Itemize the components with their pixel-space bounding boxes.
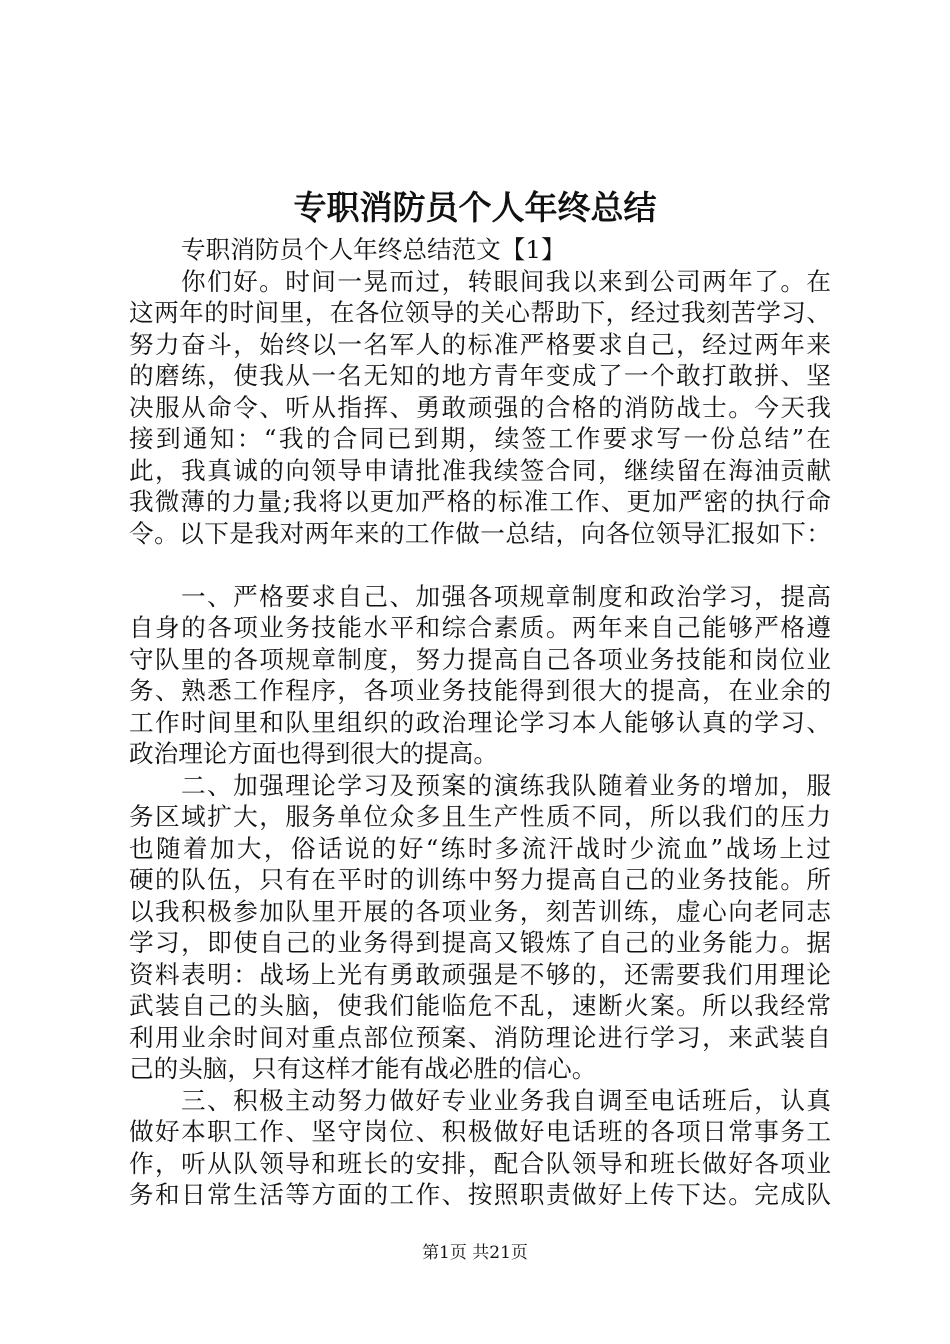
text-line: 我微薄的力量;我将以更加严格的标准工作、更加严密的执行命 xyxy=(129,487,831,516)
text-line: 政治理论方面也得到很大的提高。 xyxy=(129,739,498,768)
text-line: 决服从命令、听从指挥、勇敢顽强的合格的消防战士。今天我 xyxy=(129,392,831,422)
paragraph xyxy=(129,266,831,550)
paragraph xyxy=(129,581,831,770)
text-line: 做好本职工作、坚守岗位、积极做好电话班的各项日常事务工 xyxy=(129,1117,831,1146)
text-line: 武装自己的头脑，使我们能临危不乱，速断火案。所以我经常 xyxy=(129,991,831,1020)
text-line: 务、熟悉工作程序，各项业务技能得到很大的提高，在业余的 xyxy=(129,676,831,705)
text-line: 此，我真诚的向领导申请批准我续签合同，继续留在海油贡献 xyxy=(129,455,831,485)
text-line: 接到通知：“我的合同已到期，续签工作要求写一份总结”在 xyxy=(129,424,831,453)
text-line: 学习，即使自己的业务得到提高又锻炼了自己的业务能力。据 xyxy=(129,928,831,957)
text-line: 二、加强理论学习及预案的演练我队随着业务的增加，服 xyxy=(181,770,831,800)
text-line: 资料表明：战场上光有勇敢顽强是不够的，还需要我们用理论 xyxy=(129,959,831,989)
text-line: 务和日常生活等方面的工作、按照职责做好上传下达。完成队 xyxy=(129,1180,831,1209)
text-line: 三、积极主动努力做好专业业务我自调至电话班后，认真 xyxy=(181,1085,831,1115)
text-line: 利用业余时间对重点部位预案、消防理论进行学习，来武装自 xyxy=(129,1022,831,1052)
text-line: 的磨练，使我从一名无知的地方青年变成了一个敢打敢拼、坚 xyxy=(129,361,831,390)
text-line: 己的头脑，只有这样才能有战必胜的信心。 xyxy=(129,1054,597,1083)
paragraph xyxy=(129,770,831,1085)
text-line: 这两年的时间里，在各位领导的关心帮助下，经过我刻苦学习、 xyxy=(129,298,831,327)
paragraph-gap xyxy=(129,549,831,581)
text-line: 令。以下是我对两年来的工作做一总结，向各位领导汇报如下： xyxy=(129,518,831,548)
text-line: 努力奋斗，始终以一名军人的标准严格要求自己，经过两年来 xyxy=(129,329,831,359)
text-line: 作，听从队领导和班长的安排，配合队领导和班长做好各项业 xyxy=(129,1148,831,1178)
text-line: 也随着加大，俗话说的好“练时多流汗战时少流血”战场上过 xyxy=(129,833,831,863)
text-line: 自身的各项业务技能水平和综合素质。两年来自己能够严格遵 xyxy=(129,613,831,642)
text-line: 硬的队伍，只有在平时的训练中努力提高自己的业务技能。所 xyxy=(129,865,831,894)
paragraph xyxy=(129,1085,831,1211)
text-line: 务区域扩大，服务单位众多且生产性质不同，所以我们的压力 xyxy=(129,802,831,831)
page-footer: 第1页 共21页 xyxy=(422,1243,528,1263)
document-subtitle: 专职消防员个人年终总结范文【1】 xyxy=(181,235,566,264)
text-line: 你们好。时间一晃而过，转眼间我以来到公司两年了。在 xyxy=(181,266,831,296)
document-title: 专职消防员个人年终总结 xyxy=(293,188,657,227)
document-body xyxy=(129,234,831,1211)
text-line: 一、严格要求自己、加强各项规章制度和政治学习，提高 xyxy=(181,581,831,611)
text-line: 工作时间里和队里组织的政治理论学习本人能够认真的学习、 xyxy=(129,707,831,737)
text-line: 守队里的各项规章制度，努力提高自己各项业务技能和岗位业 xyxy=(129,644,831,674)
text-line: 以我积极参加队里开展的各项业务，刻苦训练，虚心向老同志 xyxy=(129,896,831,926)
